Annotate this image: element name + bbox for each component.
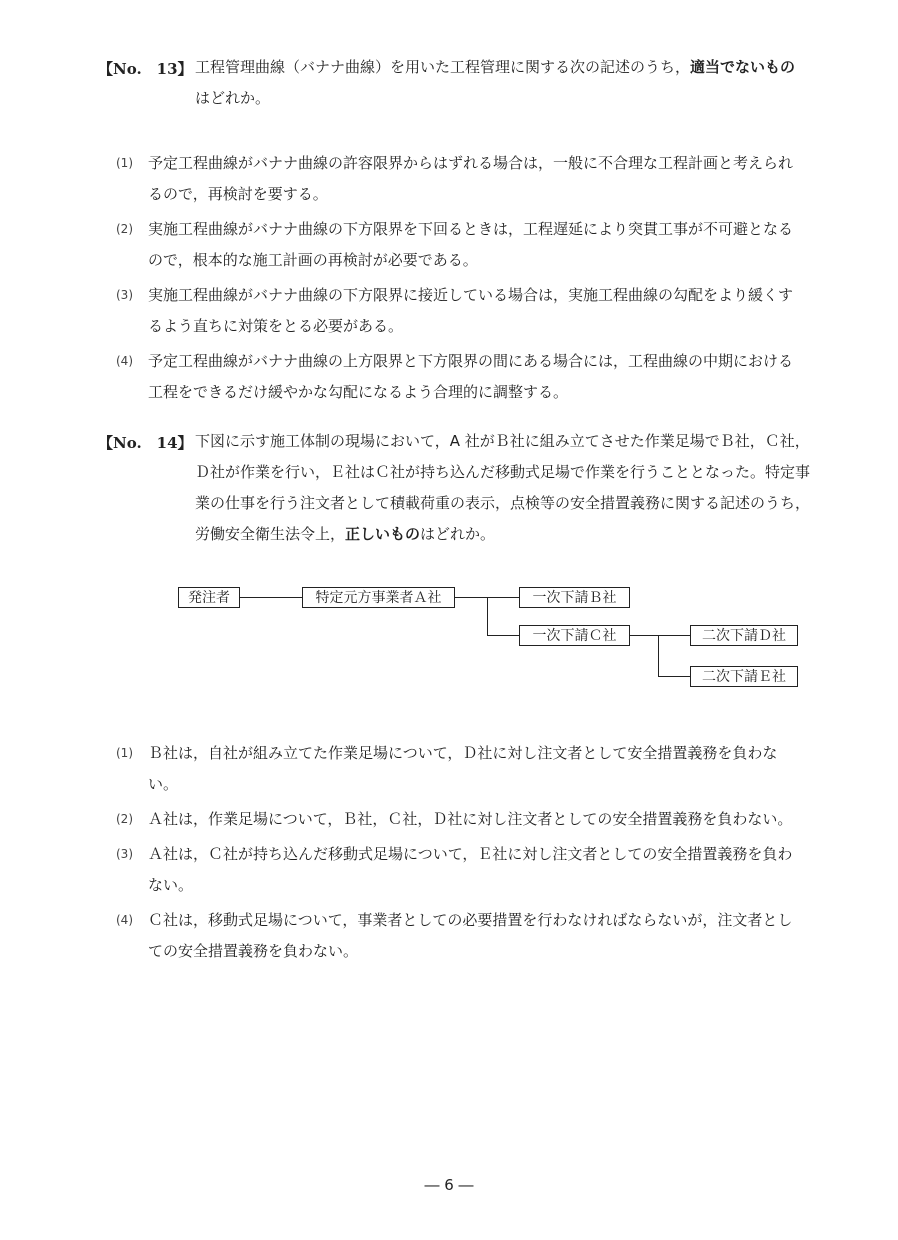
choice-number: (3) (116, 288, 133, 302)
q13-number: 【No. 13】 (98, 60, 193, 78)
choice-number: (1) (116, 156, 133, 170)
page-number: ― 6 ― (424, 1176, 474, 1194)
choice-text: Ａ社は，作業足場について，Ｂ社，Ｃ社，Ｄ社に対し注文者としての安全措置義務を負わない。 (148, 810, 793, 828)
choice-number: (2) (116, 222, 133, 236)
q13-choice-1[interactable] (116, 148, 806, 210)
line-c-d (630, 635, 690, 636)
choice-text: Ａ社は，Ｃ社が持ち込んだ移動式足場について，Ｅ社に対し注文者としての安全措置義務を負わない。 (148, 845, 793, 894)
box-sub-b: 一次下請Ｂ社 (519, 587, 630, 608)
q13-text-emphasis: 適当でないもの (690, 58, 796, 76)
line-a-c (487, 635, 519, 636)
q14-question-text (195, 426, 810, 550)
box-sub-d: 二次下請Ｄ社 (690, 625, 798, 646)
box-sub-e: 二次下請Ｅ社 (690, 666, 798, 687)
q14-text-main: 下図に示す施工体制の現場において，A 社がＢ社に組み立てさせた作業足場でＢ社，Ｃ社，Ｄ社が作業を行い，Ｅ社はＣ社が持ち込んだ移動式足場で作業を行うこととなった。特定事業の仕事を行う注文者として積載荷重の表示，点検等の安全措置義務に関する記述のうち，労働安全衛生法令上， (195, 432, 811, 543)
choice-text: Ｂ社は，自社が組み立てた作業足場について，Ｄ社に対し注文者として安全措置義務を負わない。 (148, 744, 778, 793)
line-c-branch (658, 635, 659, 676)
line-c-e (658, 676, 690, 677)
choice-text: Ｃ社は，移動式足場について，事業者としての必要措置を行わなければならないが，注文者としての安全措置義務を負わない。 (148, 911, 793, 960)
choice-number: (1) (116, 746, 133, 760)
q14-choice-1[interactable] (116, 738, 806, 800)
choice-text: 実施工程曲線がバナナ曲線の下方限界に接近している場合は，実施工程曲線の勾配をより緩くするよう直ちに対策をとる必要がある。 (148, 286, 794, 335)
q13-choice-2[interactable] (116, 214, 806, 276)
choice-text: 予定工程曲線がバナナ曲線の上方限界と下方限界の間にある場合には，工程曲線の中期における工程をできるだけ緩やかな勾配になるよう合理的に調整する。 (148, 352, 794, 401)
choice-number: (4) (116, 354, 133, 368)
q13-choice-4[interactable] (116, 346, 806, 408)
q13-text-end: はどれか。 (195, 89, 271, 107)
choice-text: 実施工程曲線がバナナ曲線の下方限界を下回るときは，工程遅延により突貫工事が不可避となるので，根本的な施工計画の再検討が必要である。 (148, 220, 794, 269)
q14-text-end: はどれか。 (420, 525, 496, 543)
choice-number: (3) (116, 847, 133, 861)
q13-text-main: 工程管理曲線（バナナ曲線）を用いた工程管理に関する次の記述のうち， (195, 58, 691, 76)
q14-choice-2[interactable] (116, 804, 806, 835)
q14-number: 【No. 14】 (98, 434, 193, 452)
q13-question-text (195, 52, 810, 114)
line-a-branch (487, 597, 488, 635)
choice-number: (4) (116, 913, 133, 927)
q14-choices (116, 738, 806, 971)
q14-choice-3[interactable] (116, 839, 806, 901)
box-sub-c: 一次下請Ｃ社 (519, 625, 630, 646)
line-client-a (240, 597, 302, 598)
q14-choice-4[interactable] (116, 905, 806, 967)
box-client: 発注者 (178, 587, 240, 608)
q14-text-emphasis: 正しいもの (345, 525, 421, 543)
box-main-contractor-a: 特定元方事業者Ａ社 (302, 587, 455, 608)
q13-choices (116, 148, 806, 412)
choice-text: 予定工程曲線がバナナ曲線の許容限界からはずれる場合は，一般に不合理な工程計画と考えられるので，再検討を要する。 (148, 154, 794, 203)
q13-choice-3[interactable] (116, 280, 806, 342)
choice-number: (2) (116, 812, 133, 826)
